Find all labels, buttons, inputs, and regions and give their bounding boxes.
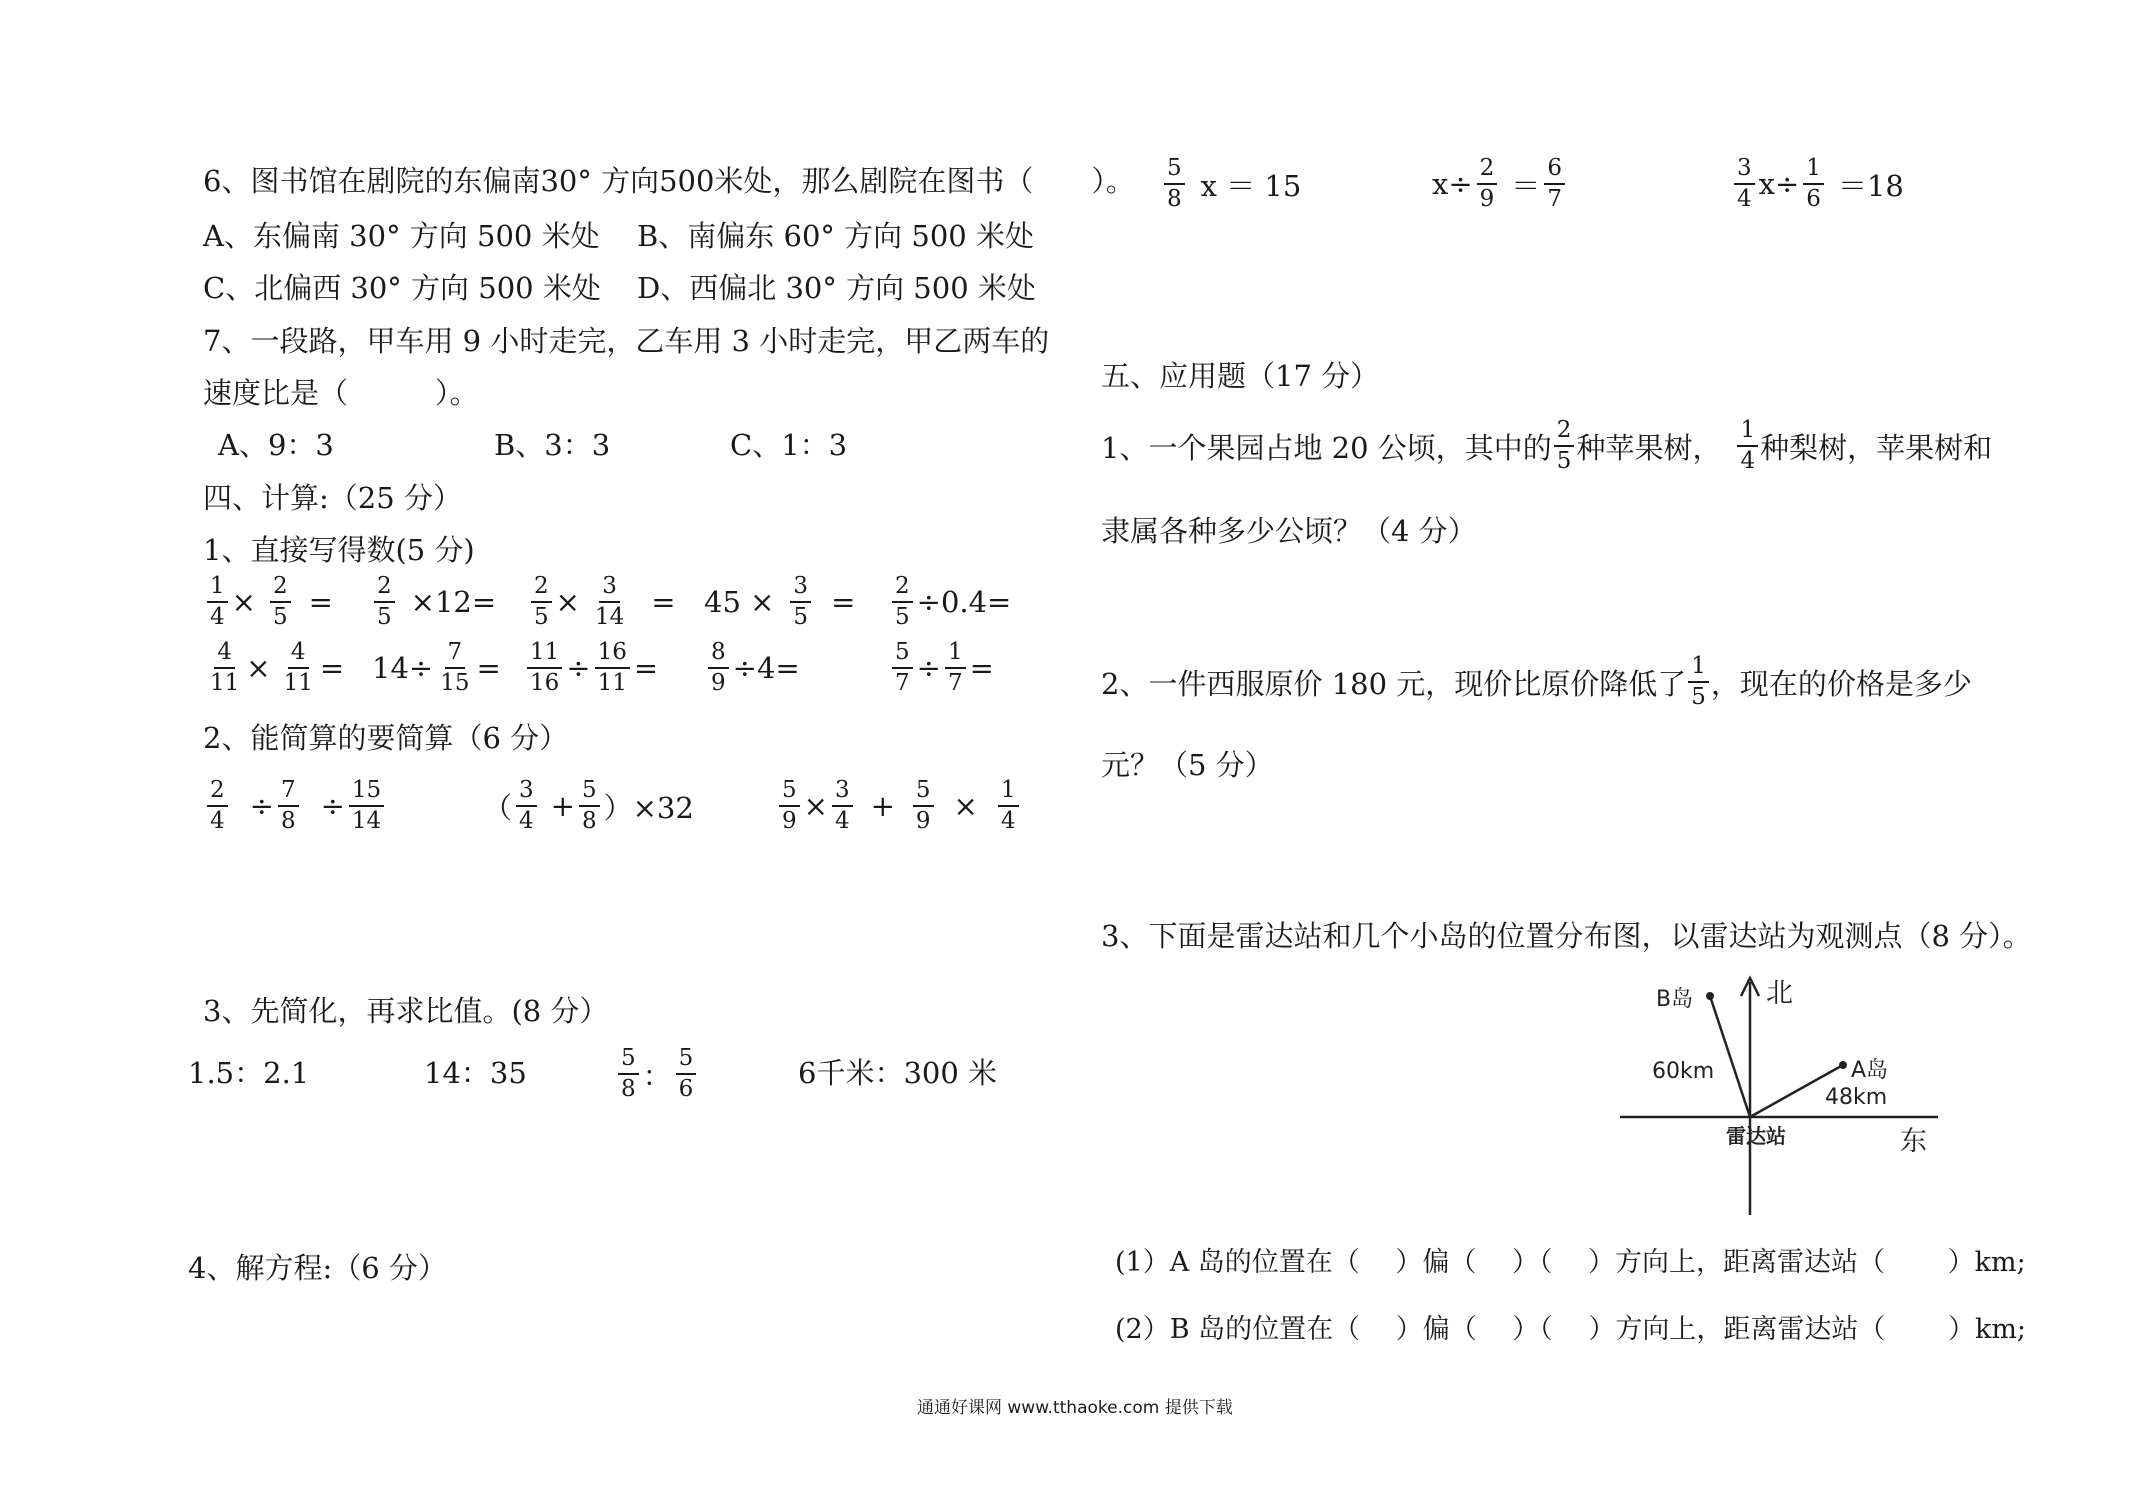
calc-r1-4: 45 × $\frac{3}{5}$ =	[704, 573, 856, 631]
fraction: $\frac{3}{5}$	[790, 574, 811, 631]
fraction: $\frac{8}{9}$	[708, 640, 729, 697]
q7-line1: 7、一段路，甲车用 9 小时走完，乙车用 3 小时走完，甲乙两车的	[203, 324, 1050, 358]
q6-option-a: A、东偏南 30° 方向 500 米处	[203, 219, 600, 253]
section5-title: 五、应用题（17 分）	[1101, 359, 1380, 393]
equation-1: $\frac{5}{8}$ x ＝ 15	[1160, 156, 1301, 213]
ratio-4: 6千米：300 米	[798, 1056, 998, 1090]
app-q3-sub1: (1）A 岛的位置在（ ）偏（ ）（ ）方向上，距离雷达站（ ）km;	[1115, 1247, 2026, 1278]
p1-title: 1、直接写得数(5 分)	[203, 533, 475, 567]
fraction: $\frac{1}{6}$	[1803, 156, 1824, 213]
calc-r2-2: 14÷ $\frac{7}{15}$ =	[372, 639, 501, 697]
fraction: $\frac{11}{16}$	[527, 640, 562, 697]
calc-r1-1: $\frac{1}{4}$ × $\frac{2}{5}$ =	[203, 574, 333, 631]
fraction: $\frac{1}{4}$	[1737, 418, 1758, 475]
footer-text: 通通好课网 www.tthaoke.com 提供下载	[917, 1398, 1233, 1418]
fraction: $\frac{1}{7}$	[945, 640, 966, 697]
calc-r1-5: $\frac{2}{5}$ ÷0.4=	[888, 574, 1011, 631]
fraction: $\frac{3}{4}$	[516, 778, 537, 835]
fraction: $\frac{6}{7}$	[1544, 156, 1565, 213]
station-label: 雷达站	[1726, 1124, 1786, 1148]
b-island-dot	[1706, 992, 1714, 1000]
east-label: 东	[1900, 1126, 1927, 1157]
fraction: $\frac{5}{9}$	[779, 778, 800, 835]
a-distance-label: 48km	[1825, 1085, 1888, 1110]
fraction: $\frac{7}{8}$	[278, 778, 299, 835]
p2-title: 2、能简算的要简算（6 分）	[203, 721, 569, 755]
fraction: $\frac{5}{8}$	[618, 1046, 639, 1103]
q7-option-b: B、3：3	[494, 428, 611, 462]
b-distance-label: 60km	[1652, 1059, 1715, 1084]
fraction: $\frac{7}{15}$	[440, 639, 470, 697]
a-island-label: A岛	[1851, 1058, 1889, 1083]
simplify-expr-1: $\frac{2}{4}$ ÷ $\frac{7}{8}$ ÷ $\frac{15}{14}$	[203, 778, 388, 835]
p4-title: 4、解方程:（6 分）	[188, 1251, 447, 1285]
b-island-label: B岛	[1656, 987, 1694, 1012]
north-label: 北	[1766, 978, 1793, 1009]
q6-question: 6、图书馆在剧院的东偏南30° 方向500米处，那么剧院在图书（ ）。	[203, 164, 1135, 198]
fraction: $\frac{3}{4}$	[1734, 156, 1755, 213]
equation-2: x÷ $\frac{2}{9}$ ＝ $\frac{6}{7}$	[1432, 156, 1569, 213]
fraction: $\frac{4}{11}$	[283, 639, 313, 697]
calc-r1-2: $\frac{2}{5}$ ×12=	[370, 574, 496, 631]
calc-r2-4: $\frac{8}{9}$ ÷4=	[704, 640, 800, 697]
fraction: $\frac{2}{5}$	[892, 574, 913, 631]
app-q2-line1: 2、一件西服原价 180 元，现价比原价降低了 $\frac{1}{5}$ ，现在的价格是多少	[1101, 653, 1972, 711]
fraction: $\frac{3}{4}$	[832, 778, 853, 835]
calc-r1-3: $\frac{2}{5}$ × $\frac{3}{14}$ =	[527, 574, 676, 631]
fraction: $\frac{2}{9}$	[1477, 156, 1498, 213]
q6-option-c: C、北偏西 30° 方向 500 米处	[203, 271, 601, 305]
fraction: $\frac{2}{5}$	[374, 574, 395, 631]
fraction: $\frac{3}{14}$	[594, 573, 625, 631]
fraction: $\frac{5}{6}$	[676, 1046, 697, 1103]
app-q3-title: 3、下面是雷达站和几个小岛的位置分布图，以雷达站为观测点（8 分）。	[1101, 919, 2032, 953]
fraction: $\frac{5}{9}$	[913, 778, 934, 835]
calc-r2-1: $\frac{4}{11}$ × $\frac{4}{11}$ =	[203, 640, 344, 697]
q7-option-a: A、9：3	[218, 428, 334, 462]
simplify-expr-3: $\frac{5}{9}$ × $\frac{3}{4}$ + $\frac{5}{9}$ × $\frac{1}{4}$	[775, 778, 1023, 835]
equation-3: $\frac{3}{4}$ x÷ $\frac{1}{6}$ ＝18	[1730, 156, 1904, 213]
q6-option-d: D、西偏北 30° 方向 500 米处	[637, 271, 1036, 305]
fraction: $\frac{2}{5}$	[531, 574, 552, 631]
fraction: $\frac{5}{8}$	[1164, 156, 1185, 213]
fraction: $\frac{4}{11}$	[210, 639, 240, 697]
fraction: $\frac{1}{5}$	[1688, 654, 1709, 711]
fraction: $\frac{15}{14}$	[349, 778, 384, 835]
ratio-2: 14：35	[424, 1056, 527, 1090]
ratio-3: $\frac{5}{8}$ ： $\frac{5}{6}$	[614, 1046, 700, 1103]
a-island-dot	[1839, 1061, 1847, 1069]
fraction: $\frac{1}{4}$	[207, 574, 228, 631]
p3-title: 3、先简化，再求比值。(8 分）	[203, 994, 609, 1028]
fraction: $\frac{16}{11}$	[595, 640, 630, 697]
fraction: $\frac{1}{4}$	[998, 778, 1019, 835]
fraction: $\frac{5}{8}$	[579, 778, 600, 835]
fraction: $\frac{2}{5}$	[270, 574, 291, 631]
app-q3-sub2: (2）B 岛的位置在（ ）偏（ ）（ ）方向上，距离雷达站（ ）km;	[1115, 1314, 2027, 1345]
fraction: $\frac{2}{4}$	[207, 778, 228, 835]
app-q1-line2: 隶属各种多少公顷？（4 分）	[1101, 514, 1477, 548]
q7-option-c: C、1：3	[730, 428, 848, 462]
b-island-line	[1710, 996, 1750, 1117]
simplify-expr-2: （ $\frac{3}{4}$ + $\frac{5}{8}$ ）×32	[483, 777, 694, 835]
calc-r2-5: $\frac{5}{7}$ ÷ $\frac{1}{7}$ =	[888, 640, 994, 697]
section4-title: 四、计算:（25 分）	[203, 481, 462, 515]
q7-line2: 速度比是（ ）。	[203, 376, 479, 410]
fraction: $\frac{5}{7}$	[892, 640, 913, 697]
app-q2-line2: 元？（5 分）	[1101, 748, 1274, 782]
fraction: $\frac{2}{5}$	[1554, 418, 1575, 475]
q6-option-b: B、南偏东 60° 方向 500 米处	[637, 219, 1034, 253]
radar-diagram	[1600, 960, 1960, 1220]
app-q1-line1: 1、一个果园占地 20 公顷，其中的 $\frac{2}{5}$ 种苹果树， $\frac{1}{4}$ 种梨树，苹果树和	[1101, 417, 1993, 475]
ratio-1: 1.5：2.1	[188, 1056, 310, 1090]
calc-r2-3: $\frac{11}{16}$ ÷ $\frac{16}{11}$ =	[523, 640, 658, 697]
